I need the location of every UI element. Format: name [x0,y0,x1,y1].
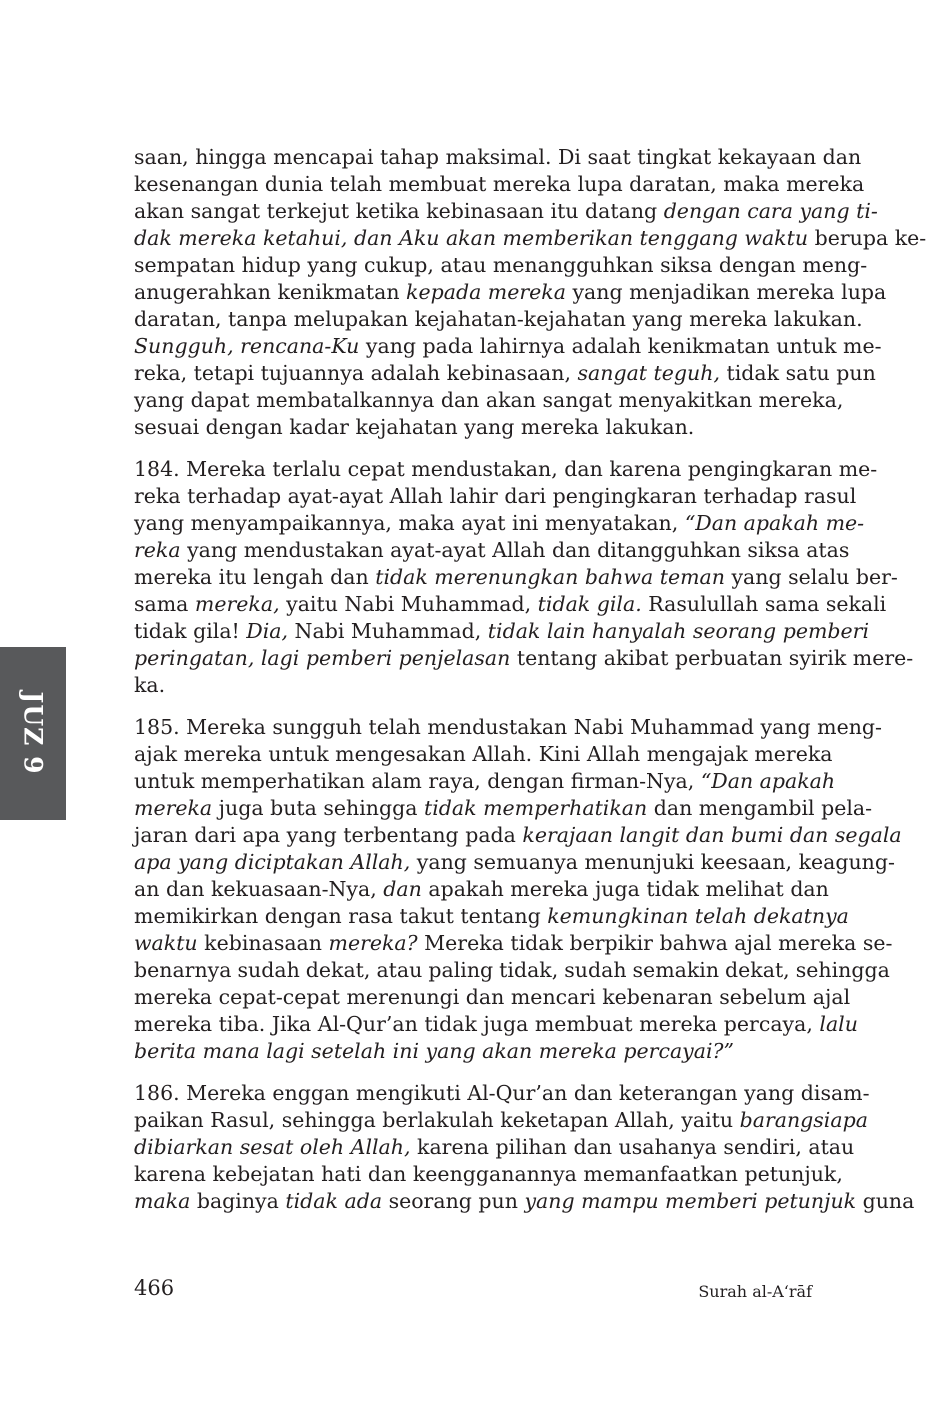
text-line [134,1188,915,1215]
text-line [134,198,878,225]
italic-text: kerajaan langit dan bumi dan segala [522,823,902,847]
text-line [134,252,868,279]
text-line [134,1011,858,1038]
text-line [134,1038,812,1065]
text-line [134,360,876,387]
text-line [134,414,812,441]
paragraph [134,144,927,441]
italic-text: apa yang diciptakan Allah, [134,850,411,874]
text: juga buta sehingga [212,796,424,820]
text: anugerahkan kenikmatan [134,280,407,304]
italic-text: reka [134,538,181,562]
text: jaran dari apa yang terbentang pada [134,823,523,847]
text-line [134,849,895,876]
italic-text: kemungkinan telah dekatnya [547,904,849,928]
text-line [134,333,882,360]
text: mereka cepat-cepat merenungi dan mencari kebenaran sebelum ajal [134,985,851,1009]
text: yang selalu ber- [724,565,898,589]
text-line [134,591,887,618]
text: benarnya sudah dekat, atau paling tidak, sudah semakin dekat, sehingga [134,958,890,982]
italic-text: peringatan, lagi pemberi penjelasan [134,646,511,670]
running-footer-surah-title: Surah al-A‘rāf [698,1282,812,1301]
italic-text: mereka [134,796,213,820]
text-line [134,306,863,333]
text: mereka tiba. Jika Al-Qur’an tidak juga membuat mereka percaya, [134,1012,820,1036]
text-line [134,714,882,741]
text: yang semuanya menunjuki keesaan, keagung- [410,850,895,874]
text-line [134,171,865,198]
text: guna [856,1189,915,1213]
italic-text: yang mampu memberi petunjuk [524,1189,857,1213]
text: saan, hingga mencapai tahap maksimal. Di saat tingkat kekayaan dan [134,145,862,169]
text: tentang akibat perbuatan syirik mere- [510,646,914,670]
italic-text: Sungguh, rencana-Ku [134,334,360,358]
text: reka, tetapi tujuannya adalah kebinasaan, [134,361,578,385]
text: reka terhadap ayat-ayat Allah lahir dari pengingkaran terhadap rasul [134,484,857,508]
juz-label: JUZ 9 [18,691,48,775]
italic-text: mereka, [194,592,280,616]
italic-text: mereka? [328,931,418,955]
paragraph [134,1080,915,1215]
italic-text: dengan cara yang ti- [663,199,878,223]
text-line [134,387,844,414]
text-line [134,795,873,822]
text: an dan kekuasaan-Nya, [134,877,384,901]
text-line [134,1134,855,1161]
text-line [134,1161,843,1188]
text: baginya [190,1189,286,1213]
text: yang pada lahirnya adalah kenikmatan untuk me- [359,334,882,358]
text: 186. Mereka enggan mengikuti Al-Qur’an dan keterangan yang disam- [134,1081,870,1105]
text: ka. [134,673,166,697]
italic-text: tidak memperhatikan [424,796,648,820]
italic-text: tidak merenungkan bahwa teman [375,565,725,589]
text: Nabi Muhammad, [288,619,488,643]
text-line [134,930,893,957]
text: sama [134,592,195,616]
text: berupa ke- [808,226,927,250]
text-line [134,279,887,306]
paragraph [134,456,914,699]
italic-text: dak mereka ketahui, dan Aku akan memberikan tenggang waktu [134,226,809,250]
juz-section-tab [0,647,66,820]
italic-text: lalu [819,1012,858,1036]
text-line [134,1107,868,1134]
text-line [134,1080,870,1107]
text-line [134,483,857,510]
text: dan mengambil pela- [647,796,873,820]
page-number: 466 [134,1276,175,1300]
text-line [134,822,902,849]
italic-text: tidak lain hanyalah seorang pemberi [487,619,870,643]
paragraph [134,714,902,1065]
text: untuk memperhatikan alam raya, dengan firman-Nya, [134,769,701,793]
text: yaitu Nabi Muhammad, [279,592,538,616]
text: tidak satu pun [719,361,876,385]
text-line [134,537,850,564]
text: paikan Rasul, sehingga berlakulah keketapan Allah, yaitu [134,1108,740,1132]
text: ajak mereka untuk mengesakan Allah. Kini Allah mengajak mereka [134,742,833,766]
text-line [134,672,812,699]
text: memikirkan dengan rasa takut tentang [134,904,548,928]
text: karena kebejatan hati dan keengganannya memanfaatkan petunjuk, [134,1162,843,1186]
text: yang dapat membatalkannya dan akan sangat menyakitkan mereka, [134,388,844,412]
text: mereka itu lengah dan [134,565,376,589]
text-line [134,645,914,672]
text-line [134,768,836,795]
text-line [134,903,849,930]
text: Mereka tidak berpikir bahwa ajal mereka se- [417,931,893,955]
italic-text: tidak ada [285,1189,383,1213]
text: sesuai dengan kadar kejahatan yang mereka lakukan. [134,415,695,439]
text: yang menyampaikannya, maka ayat ini menyatakan, [134,511,685,535]
italic-text: dan [383,877,422,901]
text: yang mendustakan ayat-ayat Allah dan ditangguhkan siksa atas [180,538,850,562]
text: tidak gila! [134,619,247,643]
text-line [134,564,898,591]
italic-text: maka [134,1189,191,1213]
italic-text: “Dan apakah [700,769,836,793]
text-line [134,618,870,645]
body-text [134,144,927,1215]
text: yang menjadikan mereka lupa [565,280,887,304]
text: kebinasaan [197,931,329,955]
text: 184. Mereka terlalu cepat mendustakan, dan karena pengingkaran me- [134,457,878,481]
text-line [134,510,865,537]
text: karena pilihan dan usahanya sendiri, atau [410,1135,855,1159]
text: sempatan hidup yang cukup, atau menangguhkan siksa dengan meng- [134,253,868,277]
italic-text: “Dan apakah me- [684,511,865,535]
text: akan sangat terkejut ketika kebinasaan itu datang [134,199,664,223]
text: apakah mereka juga tidak melihat dan [421,877,829,901]
text-line [134,456,878,483]
text: daratan, tanpa melupakan kejahatan-kejahatan yang mereka lakukan. [134,307,863,331]
text-line [134,984,851,1011]
text: seorang pun [382,1189,525,1213]
italic-text: tidak gila. [537,592,642,616]
text-line [134,876,829,903]
italic-text: Dia, [246,619,289,643]
italic-text: barangsiapa [739,1108,868,1132]
text: 185. Mereka sungguh telah mendustakan Nabi Muhammad yang meng- [134,715,882,739]
italic-text: dibiarkan sesat oleh Allah, [134,1135,411,1159]
text-line [134,741,833,768]
text-line [134,225,927,252]
italic-text: waktu [134,931,198,955]
text: kesenangan dunia telah membuat mereka lupa daratan, maka mereka [134,172,865,196]
text-line [134,144,862,171]
italic-text: kepada mereka [406,280,566,304]
italic-text: sangat teguh, [577,361,720,385]
italic-text: berita mana lagi setelah ini yang akan mereka percayai?” [134,1039,734,1063]
text-line [134,957,890,984]
text: Rasulullah sama sekali [641,592,887,616]
